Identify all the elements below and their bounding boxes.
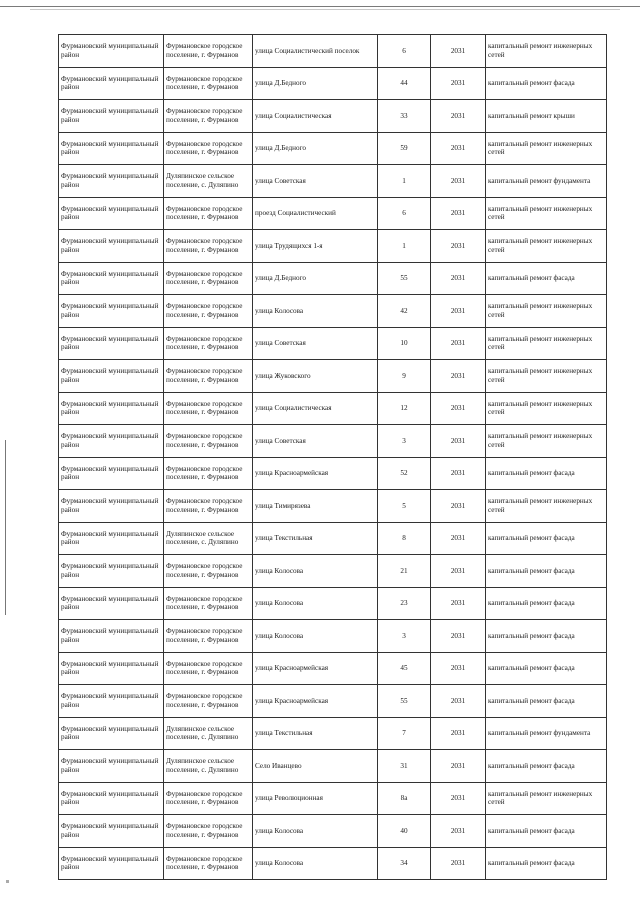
district-cell: Фурмановский муниципальный район	[59, 750, 164, 783]
settlement-cell: Фурмановское городское поселение, г. Фурманов	[164, 782, 253, 815]
work-type-cell: капитальный ремонт инженерных сетей	[486, 35, 607, 68]
street-cell: проезд Социалистический	[253, 197, 378, 230]
table-row	[59, 782, 607, 815]
table-row	[59, 620, 607, 653]
settlement-cell: Фурмановское городское поселение, г. Фурманов	[164, 230, 253, 263]
street-cell: улица Советская	[253, 327, 378, 360]
table-row	[59, 652, 607, 685]
house-number-cell: 3	[378, 620, 431, 653]
work-type-cell: капитальный ремонт фасада	[486, 815, 607, 848]
repair-schedule-table	[58, 34, 607, 880]
work-type-cell: капитальный ремонт инженерных сетей	[486, 782, 607, 815]
table-body	[59, 35, 607, 880]
settlement-cell: Фурмановское городское поселение, г. Фурманов	[164, 67, 253, 100]
year-cell: 2031	[431, 67, 486, 100]
house-number-cell: 10	[378, 327, 431, 360]
district-cell: Фурмановский муниципальный район	[59, 392, 164, 425]
settlement-cell: Фурмановское городское поселение, г. Фурманов	[164, 685, 253, 718]
house-number-cell: 1	[378, 230, 431, 263]
top-border-line-faint	[30, 9, 620, 10]
work-type-cell: капитальный ремонт фасада	[486, 522, 607, 555]
district-cell: Фурмановский муниципальный район	[59, 360, 164, 393]
settlement-cell: Фурмановское городское поселение, г. Фурманов	[164, 620, 253, 653]
settlement-cell: Фурмановское городское поселение, г. Фурманов	[164, 815, 253, 848]
work-type-cell: капитальный ремонт инженерных сетей	[486, 425, 607, 458]
house-number-cell: 6	[378, 197, 431, 230]
table-row	[59, 295, 607, 328]
house-number-cell: 6	[378, 35, 431, 68]
table-row	[59, 100, 607, 133]
year-cell: 2031	[431, 35, 486, 68]
table-row	[59, 717, 607, 750]
district-cell: Фурмановский муниципальный район	[59, 35, 164, 68]
house-number-cell: 31	[378, 750, 431, 783]
district-cell: Фурмановский муниципальный район	[59, 587, 164, 620]
settlement-cell: Дуляпинское сельское поселение, с. Дуляпино	[164, 750, 253, 783]
work-type-cell: капитальный ремонт фасада	[486, 620, 607, 653]
work-type-cell: капитальный ремонт фасада	[486, 750, 607, 783]
work-type-cell: капитальный ремонт фасада	[486, 652, 607, 685]
settlement-cell: Фурмановское городское поселение, г. Фурманов	[164, 35, 253, 68]
district-cell: Фурмановский муниципальный район	[59, 652, 164, 685]
year-cell: 2031	[431, 847, 486, 880]
street-cell: улица Тимирязева	[253, 490, 378, 523]
district-cell: Фурмановский муниципальный район	[59, 782, 164, 815]
table-row	[59, 165, 607, 198]
settlement-cell: Фурмановское городское поселение, г. Фурманов	[164, 847, 253, 880]
year-cell: 2031	[431, 262, 486, 295]
year-cell: 2031	[431, 230, 486, 263]
margin-scan-mark	[5, 440, 6, 615]
street-cell: улица Социалистический поселок	[253, 35, 378, 68]
street-cell: улица Социалистическая	[253, 392, 378, 425]
settlement-cell: Фурмановское городское поселение, г. Фурманов	[164, 262, 253, 295]
year-cell: 2031	[431, 587, 486, 620]
settlement-cell: Фурмановское городское поселение, г. Фурманов	[164, 457, 253, 490]
table-row	[59, 847, 607, 880]
table-row	[59, 262, 607, 295]
work-type-cell: капитальный ремонт фасада	[486, 555, 607, 588]
table-row	[59, 685, 607, 718]
street-cell: улица Красноармейская	[253, 652, 378, 685]
settlement-cell: Фурмановское городское поселение, г. Фурманов	[164, 490, 253, 523]
scan-dot	[6, 880, 9, 883]
street-cell: улица Красноармейская	[253, 457, 378, 490]
year-cell: 2031	[431, 490, 486, 523]
work-type-cell: капитальный ремонт фасада	[486, 685, 607, 718]
house-number-cell: 8а	[378, 782, 431, 815]
street-cell: улица Советская	[253, 425, 378, 458]
table-row	[59, 425, 607, 458]
street-cell: улица Д.Бедного	[253, 262, 378, 295]
table-row	[59, 197, 607, 230]
settlement-cell: Дуляпинское сельское поселение, с. Дуляпино	[164, 717, 253, 750]
street-cell: улица Текстильная	[253, 717, 378, 750]
settlement-cell: Фурмановское городское поселение, г. Фурманов	[164, 197, 253, 230]
house-number-cell: 12	[378, 392, 431, 425]
house-number-cell: 45	[378, 652, 431, 685]
table-row	[59, 587, 607, 620]
top-border-line	[0, 6, 640, 7]
house-number-cell: 55	[378, 685, 431, 718]
table-row	[59, 555, 607, 588]
table-row	[59, 392, 607, 425]
work-type-cell: капитальный ремонт фасада	[486, 457, 607, 490]
house-number-cell: 55	[378, 262, 431, 295]
district-cell: Фурмановский муниципальный район	[59, 685, 164, 718]
district-cell: Фурмановский муниципальный район	[59, 620, 164, 653]
house-number-cell: 1	[378, 165, 431, 198]
table-row	[59, 522, 607, 555]
house-number-cell: 44	[378, 67, 431, 100]
work-type-cell: капитальный ремонт фундамента	[486, 717, 607, 750]
year-cell: 2031	[431, 132, 486, 165]
house-number-cell: 3	[378, 425, 431, 458]
work-type-cell: капитальный ремонт инженерных сетей	[486, 197, 607, 230]
settlement-cell: Фурмановское городское поселение, г. Фурманов	[164, 132, 253, 165]
settlement-cell: Фурмановское городское поселение, г. Фурманов	[164, 392, 253, 425]
district-cell: Фурмановский муниципальный район	[59, 847, 164, 880]
district-cell: Фурмановский муниципальный район	[59, 197, 164, 230]
district-cell: Фурмановский муниципальный район	[59, 457, 164, 490]
work-type-cell: капитальный ремонт инженерных сетей	[486, 132, 607, 165]
table-row	[59, 815, 607, 848]
settlement-cell: Фурмановское городское поселение, г. Фурманов	[164, 555, 253, 588]
street-cell: улица Красноармейская	[253, 685, 378, 718]
house-number-cell: 7	[378, 717, 431, 750]
table-row	[59, 230, 607, 263]
street-cell: улица Колосова	[253, 295, 378, 328]
house-number-cell: 33	[378, 100, 431, 133]
year-cell: 2031	[431, 100, 486, 133]
year-cell: 2031	[431, 555, 486, 588]
year-cell: 2031	[431, 327, 486, 360]
table-row	[59, 132, 607, 165]
settlement-cell: Фурмановское городское поселение, г. Фурманов	[164, 360, 253, 393]
district-cell: Фурмановский муниципальный район	[59, 295, 164, 328]
street-cell: Село Иванцево	[253, 750, 378, 783]
year-cell: 2031	[431, 620, 486, 653]
district-cell: Фурмановский муниципальный район	[59, 490, 164, 523]
work-type-cell: капитальный ремонт фасада	[486, 587, 607, 620]
district-cell: Фурмановский муниципальный район	[59, 425, 164, 458]
district-cell: Фурмановский муниципальный район	[59, 67, 164, 100]
district-cell: Фурмановский муниципальный район	[59, 262, 164, 295]
work-type-cell: капитальный ремонт инженерных сетей	[486, 392, 607, 425]
district-cell: Фурмановский муниципальный район	[59, 555, 164, 588]
table-row	[59, 327, 607, 360]
settlement-cell: Дуляпинское сельское поселение, с. Дуляпино	[164, 165, 253, 198]
street-cell: улица Жуковского	[253, 360, 378, 393]
street-cell: улица Текстильная	[253, 522, 378, 555]
year-cell: 2031	[431, 782, 486, 815]
work-type-cell: капитальный ремонт фасада	[486, 847, 607, 880]
district-cell: Фурмановский муниципальный район	[59, 100, 164, 133]
street-cell: улица Колосова	[253, 555, 378, 588]
table-row	[59, 457, 607, 490]
table-row	[59, 35, 607, 68]
year-cell: 2031	[431, 685, 486, 718]
house-number-cell: 42	[378, 295, 431, 328]
house-number-cell: 8	[378, 522, 431, 555]
year-cell: 2031	[431, 360, 486, 393]
work-type-cell: капитальный ремонт инженерных сетей	[486, 490, 607, 523]
house-number-cell: 52	[378, 457, 431, 490]
settlement-cell: Дуляпинское сельское поселение, с. Дуляпино	[164, 522, 253, 555]
house-number-cell: 9	[378, 360, 431, 393]
district-cell: Фурмановский муниципальный район	[59, 522, 164, 555]
work-type-cell: капитальный ремонт инженерных сетей	[486, 295, 607, 328]
year-cell: 2031	[431, 522, 486, 555]
work-type-cell: капитальный ремонт фундамента	[486, 165, 607, 198]
house-number-cell: 23	[378, 587, 431, 620]
district-cell: Фурмановский муниципальный район	[59, 815, 164, 848]
street-cell: улица Колосова	[253, 587, 378, 620]
street-cell: улица Колосова	[253, 847, 378, 880]
house-number-cell: 40	[378, 815, 431, 848]
settlement-cell: Фурмановское городское поселение, г. Фурманов	[164, 327, 253, 360]
table-row	[59, 67, 607, 100]
year-cell: 2031	[431, 717, 486, 750]
work-type-cell: капитальный ремонт крыши	[486, 100, 607, 133]
year-cell: 2031	[431, 425, 486, 458]
table-row	[59, 360, 607, 393]
year-cell: 2031	[431, 652, 486, 685]
settlement-cell: Фурмановское городское поселение, г. Фурманов	[164, 295, 253, 328]
house-number-cell: 34	[378, 847, 431, 880]
work-type-cell: капитальный ремонт фасада	[486, 67, 607, 100]
district-cell: Фурмановский муниципальный район	[59, 230, 164, 263]
year-cell: 2031	[431, 392, 486, 425]
settlement-cell: Фурмановское городское поселение, г. Фурманов	[164, 652, 253, 685]
work-type-cell: капитальный ремонт инженерных сетей	[486, 327, 607, 360]
street-cell: улица Революционная	[253, 782, 378, 815]
street-cell: улица Д.Бедного	[253, 67, 378, 100]
district-cell: Фурмановский муниципальный район	[59, 165, 164, 198]
district-cell: Фурмановский муниципальный район	[59, 132, 164, 165]
year-cell: 2031	[431, 165, 486, 198]
street-cell: улица Социалистическая	[253, 100, 378, 133]
house-number-cell: 21	[378, 555, 431, 588]
house-number-cell: 59	[378, 132, 431, 165]
street-cell: улица Трудящихся 1-я	[253, 230, 378, 263]
work-type-cell: капитальный ремонт инженерных сетей	[486, 360, 607, 393]
house-number-cell: 5	[378, 490, 431, 523]
year-cell: 2031	[431, 457, 486, 490]
year-cell: 2031	[431, 815, 486, 848]
street-cell: улица Д.Бедного	[253, 132, 378, 165]
settlement-cell: Фурмановское городское поселение, г. Фурманов	[164, 100, 253, 133]
year-cell: 2031	[431, 295, 486, 328]
district-cell: Фурмановский муниципальный район	[59, 327, 164, 360]
work-type-cell: капитальный ремонт фасада	[486, 262, 607, 295]
table-row	[59, 490, 607, 523]
street-cell: улица Советская	[253, 165, 378, 198]
settlement-cell: Фурмановское городское поселение, г. Фурманов	[164, 587, 253, 620]
street-cell: улица Колосова	[253, 620, 378, 653]
work-type-cell: капитальный ремонт инженерных сетей	[486, 230, 607, 263]
street-cell: улица Колосова	[253, 815, 378, 848]
district-cell: Фурмановский муниципальный район	[59, 717, 164, 750]
year-cell: 2031	[431, 750, 486, 783]
settlement-cell: Фурмановское городское поселение, г. Фурманов	[164, 425, 253, 458]
year-cell: 2031	[431, 197, 486, 230]
table-row	[59, 750, 607, 783]
